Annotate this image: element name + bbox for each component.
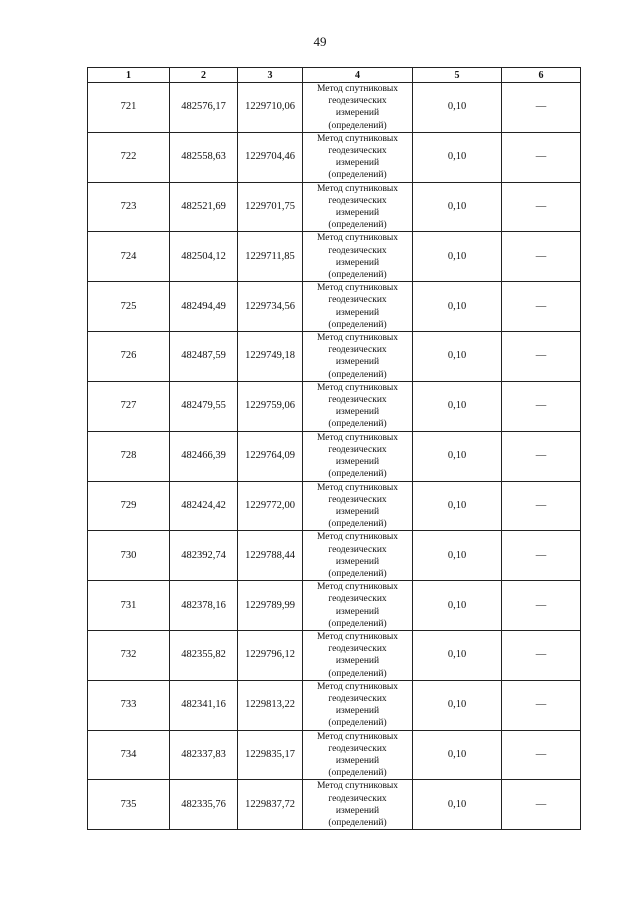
note-cell bbox=[502, 83, 581, 133]
dash-mark: — bbox=[535, 450, 547, 462]
method-line: (определений) bbox=[328, 817, 387, 828]
note-cell bbox=[502, 132, 581, 182]
method-cell bbox=[303, 232, 413, 282]
note-cell bbox=[502, 381, 581, 431]
point-number-cell: 729 bbox=[88, 481, 170, 531]
table-row bbox=[88, 780, 581, 830]
method-cell bbox=[303, 132, 413, 182]
method-cell bbox=[303, 481, 413, 531]
y-coordinate-cell: 1229813,22 bbox=[238, 680, 303, 730]
method-line: (определений) bbox=[328, 768, 387, 779]
point-number-cell: 734 bbox=[88, 730, 170, 780]
note-cell bbox=[502, 581, 581, 631]
dash-mark: — bbox=[535, 499, 547, 511]
method-cell bbox=[303, 282, 413, 332]
method-line: геодезических bbox=[328, 494, 387, 505]
y-coordinate-cell: 1229764,09 bbox=[238, 431, 303, 481]
note-cell bbox=[502, 282, 581, 332]
header-col-2: 2 bbox=[170, 68, 238, 83]
note-cell bbox=[502, 332, 581, 382]
method-line: измерений bbox=[335, 108, 380, 119]
y-coordinate-cell: 1229710,06 bbox=[238, 83, 303, 133]
x-coordinate-cell: 482504,12 bbox=[170, 232, 238, 282]
method-line: геодезических bbox=[328, 146, 387, 157]
method-line: (определений) bbox=[328, 469, 387, 480]
point-number-cell: 731 bbox=[88, 581, 170, 631]
method-cell bbox=[303, 680, 413, 730]
method-line: геодезических bbox=[328, 245, 387, 256]
x-coordinate-cell: 482424,42 bbox=[170, 481, 238, 531]
method-cell bbox=[303, 381, 413, 431]
method-line: измерений bbox=[335, 706, 380, 717]
table-row bbox=[88, 431, 581, 481]
method-line: (определений) bbox=[328, 668, 387, 679]
method-line: (определений) bbox=[328, 568, 387, 579]
method-line: (определений) bbox=[328, 618, 387, 629]
table-row bbox=[88, 531, 581, 581]
method-line: измерений bbox=[335, 307, 380, 318]
table-row bbox=[88, 182, 581, 232]
header-col-4: 4 bbox=[303, 68, 413, 83]
note-cell bbox=[502, 630, 581, 680]
table-row bbox=[88, 730, 581, 780]
method-line: Метод спутниковых bbox=[316, 183, 399, 194]
x-coordinate-cell: 482521,69 bbox=[170, 182, 238, 232]
method-line: Метод спутниковых bbox=[316, 432, 399, 443]
table-row bbox=[88, 282, 581, 332]
method-line: геодезических bbox=[328, 644, 387, 655]
table-row bbox=[88, 381, 581, 431]
table-row bbox=[88, 680, 581, 730]
table-row bbox=[88, 132, 581, 182]
method-line: геодезических bbox=[328, 544, 387, 555]
dash-mark: — bbox=[535, 300, 547, 312]
method-line: (определений) bbox=[328, 270, 387, 281]
method-line: геодезических bbox=[328, 195, 387, 206]
note-cell bbox=[502, 431, 581, 481]
method-line: измерений bbox=[335, 506, 380, 517]
x-coordinate-cell: 482487,59 bbox=[170, 332, 238, 382]
point-number-cell: 722 bbox=[88, 132, 170, 182]
dash-mark: — bbox=[535, 599, 547, 611]
y-coordinate-cell: 1229749,18 bbox=[238, 332, 303, 382]
table-row bbox=[88, 481, 581, 531]
page-number: 49 bbox=[313, 34, 327, 49]
method-line: (определений) bbox=[328, 220, 387, 231]
y-coordinate-cell: 1229704,46 bbox=[238, 132, 303, 182]
method-line: Метод спутниковых bbox=[316, 482, 399, 493]
x-coordinate-cell: 482341,16 bbox=[170, 680, 238, 730]
coordinates-table bbox=[87, 67, 581, 830]
method-line: (определений) bbox=[328, 369, 387, 380]
x-coordinate-cell: 482378,16 bbox=[170, 581, 238, 631]
x-coordinate-cell: 482576,17 bbox=[170, 83, 238, 133]
x-coordinate-cell: 482494,49 bbox=[170, 282, 238, 332]
point-number-cell: 725 bbox=[88, 282, 170, 332]
method-line: Метод спутниковых bbox=[316, 233, 399, 244]
y-coordinate-cell: 1229772,00 bbox=[238, 481, 303, 531]
accuracy-cell: 0,10 bbox=[413, 132, 502, 182]
method-line: геодезических bbox=[328, 96, 387, 107]
accuracy-cell: 0,10 bbox=[413, 680, 502, 730]
method-line: измерений bbox=[335, 208, 380, 219]
method-line: (определений) bbox=[328, 718, 387, 729]
method-line: Метод спутниковых bbox=[316, 532, 399, 543]
table-row bbox=[88, 83, 581, 133]
y-coordinate-cell: 1229788,44 bbox=[238, 531, 303, 581]
point-number-cell: 724 bbox=[88, 232, 170, 282]
accuracy-cell: 0,10 bbox=[413, 332, 502, 382]
method-line: геодезических bbox=[328, 594, 387, 605]
method-line: измерений bbox=[335, 606, 380, 617]
x-coordinate-cell: 482335,76 bbox=[170, 780, 238, 830]
note-cell bbox=[502, 182, 581, 232]
method-cell bbox=[303, 581, 413, 631]
table-body bbox=[88, 83, 581, 830]
accuracy-cell: 0,10 bbox=[413, 531, 502, 581]
point-number-cell: 728 bbox=[88, 431, 170, 481]
x-coordinate-cell: 482337,83 bbox=[170, 730, 238, 780]
dash-mark: — bbox=[535, 699, 547, 711]
point-number-cell: 723 bbox=[88, 182, 170, 232]
table-row bbox=[88, 232, 581, 282]
accuracy-cell: 0,10 bbox=[413, 381, 502, 431]
y-coordinate-cell: 1229701,75 bbox=[238, 182, 303, 232]
method-line: измерений bbox=[335, 158, 380, 169]
header-col-3: 3 bbox=[238, 68, 303, 83]
header-col-1: 1 bbox=[88, 68, 170, 83]
method-line: (определений) bbox=[328, 170, 387, 181]
method-line: измерений bbox=[335, 407, 380, 418]
dash-mark: — bbox=[535, 748, 547, 760]
dash-mark: — bbox=[535, 350, 547, 362]
x-coordinate-cell: 482558,63 bbox=[170, 132, 238, 182]
y-coordinate-cell: 1229796,12 bbox=[238, 630, 303, 680]
accuracy-cell: 0,10 bbox=[413, 481, 502, 531]
x-coordinate-cell: 482392,74 bbox=[170, 531, 238, 581]
accuracy-cell: 0,10 bbox=[413, 232, 502, 282]
note-cell bbox=[502, 481, 581, 531]
x-coordinate-cell: 482466,39 bbox=[170, 431, 238, 481]
accuracy-cell: 0,10 bbox=[413, 780, 502, 830]
y-coordinate-cell: 1229711,85 bbox=[238, 232, 303, 282]
dash-mark: — bbox=[535, 798, 547, 810]
method-line: измерений bbox=[335, 556, 380, 567]
dash-mark: — bbox=[535, 101, 547, 113]
method-line: измерений bbox=[335, 805, 380, 816]
accuracy-cell: 0,10 bbox=[413, 282, 502, 332]
point-number-cell: 726 bbox=[88, 332, 170, 382]
method-cell bbox=[303, 431, 413, 481]
method-line: Метод спутниковых bbox=[316, 283, 399, 294]
method-line: геодезических bbox=[328, 444, 387, 455]
accuracy-cell: 0,10 bbox=[413, 431, 502, 481]
accuracy-cell: 0,10 bbox=[413, 630, 502, 680]
method-line: геодезических bbox=[328, 693, 387, 704]
header-col-6: 6 bbox=[502, 68, 581, 83]
method-line: геодезических bbox=[328, 295, 387, 306]
method-line: измерений bbox=[335, 755, 380, 766]
table-row bbox=[88, 332, 581, 382]
y-coordinate-cell: 1229835,17 bbox=[238, 730, 303, 780]
method-line: геодезических bbox=[328, 793, 387, 804]
method-line: Метод спутниковых bbox=[316, 133, 399, 144]
table-row bbox=[88, 581, 581, 631]
header-col-5: 5 bbox=[413, 68, 502, 83]
method-cell bbox=[303, 182, 413, 232]
point-number-cell: 732 bbox=[88, 630, 170, 680]
dash-mark: — bbox=[535, 250, 547, 262]
method-cell bbox=[303, 730, 413, 780]
method-cell bbox=[303, 531, 413, 581]
method-line: Метод спутниковых bbox=[316, 582, 399, 593]
x-coordinate-cell: 482355,82 bbox=[170, 630, 238, 680]
note-cell bbox=[502, 730, 581, 780]
note-cell bbox=[502, 531, 581, 581]
point-number-cell: 735 bbox=[88, 780, 170, 830]
method-cell bbox=[303, 83, 413, 133]
method-line: Метод спутниковых bbox=[316, 382, 399, 393]
method-line: геодезических bbox=[328, 395, 387, 406]
dash-mark: — bbox=[535, 151, 547, 163]
method-cell bbox=[303, 780, 413, 830]
method-line: (определений) bbox=[328, 419, 387, 430]
method-line: Метод спутниковых bbox=[316, 731, 399, 742]
dash-mark: — bbox=[535, 549, 547, 561]
method-line: геодезических bbox=[328, 345, 387, 356]
y-coordinate-cell: 1229734,56 bbox=[238, 282, 303, 332]
method-line: Метод спутниковых bbox=[316, 781, 399, 792]
table-header-row bbox=[88, 68, 581, 83]
method-line: (определений) bbox=[328, 519, 387, 530]
method-cell bbox=[303, 332, 413, 382]
point-number-cell: 733 bbox=[88, 680, 170, 730]
dash-mark: — bbox=[535, 400, 547, 412]
accuracy-cell: 0,10 bbox=[413, 182, 502, 232]
point-number-cell: 727 bbox=[88, 381, 170, 431]
dash-mark: — bbox=[535, 649, 547, 661]
method-line: измерений bbox=[335, 357, 380, 368]
point-number-cell: 730 bbox=[88, 531, 170, 581]
method-line: измерений bbox=[335, 457, 380, 468]
point-number-cell: 721 bbox=[88, 83, 170, 133]
x-coordinate-cell: 482479,55 bbox=[170, 381, 238, 431]
y-coordinate-cell: 1229789,99 bbox=[238, 581, 303, 631]
method-line: геодезических bbox=[328, 743, 387, 754]
accuracy-cell: 0,10 bbox=[413, 581, 502, 631]
table-row bbox=[88, 630, 581, 680]
method-line: (определений) bbox=[328, 120, 387, 131]
note-cell bbox=[502, 232, 581, 282]
method-cell bbox=[303, 630, 413, 680]
method-line: Метод спутниковых bbox=[316, 84, 399, 94]
y-coordinate-cell: 1229837,72 bbox=[238, 780, 303, 830]
dash-mark: — bbox=[535, 201, 547, 213]
accuracy-cell: 0,10 bbox=[413, 83, 502, 133]
method-line: измерений bbox=[335, 257, 380, 268]
note-cell bbox=[502, 780, 581, 830]
method-line: Метод спутниковых bbox=[316, 631, 399, 642]
y-coordinate-cell: 1229759,06 bbox=[238, 381, 303, 431]
note-cell bbox=[502, 680, 581, 730]
method-line: Метод спутниковых bbox=[316, 681, 399, 692]
method-line: (определений) bbox=[328, 319, 387, 330]
method-line: измерений bbox=[335, 656, 380, 667]
method-line: Метод спутниковых bbox=[316, 333, 399, 344]
accuracy-cell: 0,10 bbox=[413, 730, 502, 780]
